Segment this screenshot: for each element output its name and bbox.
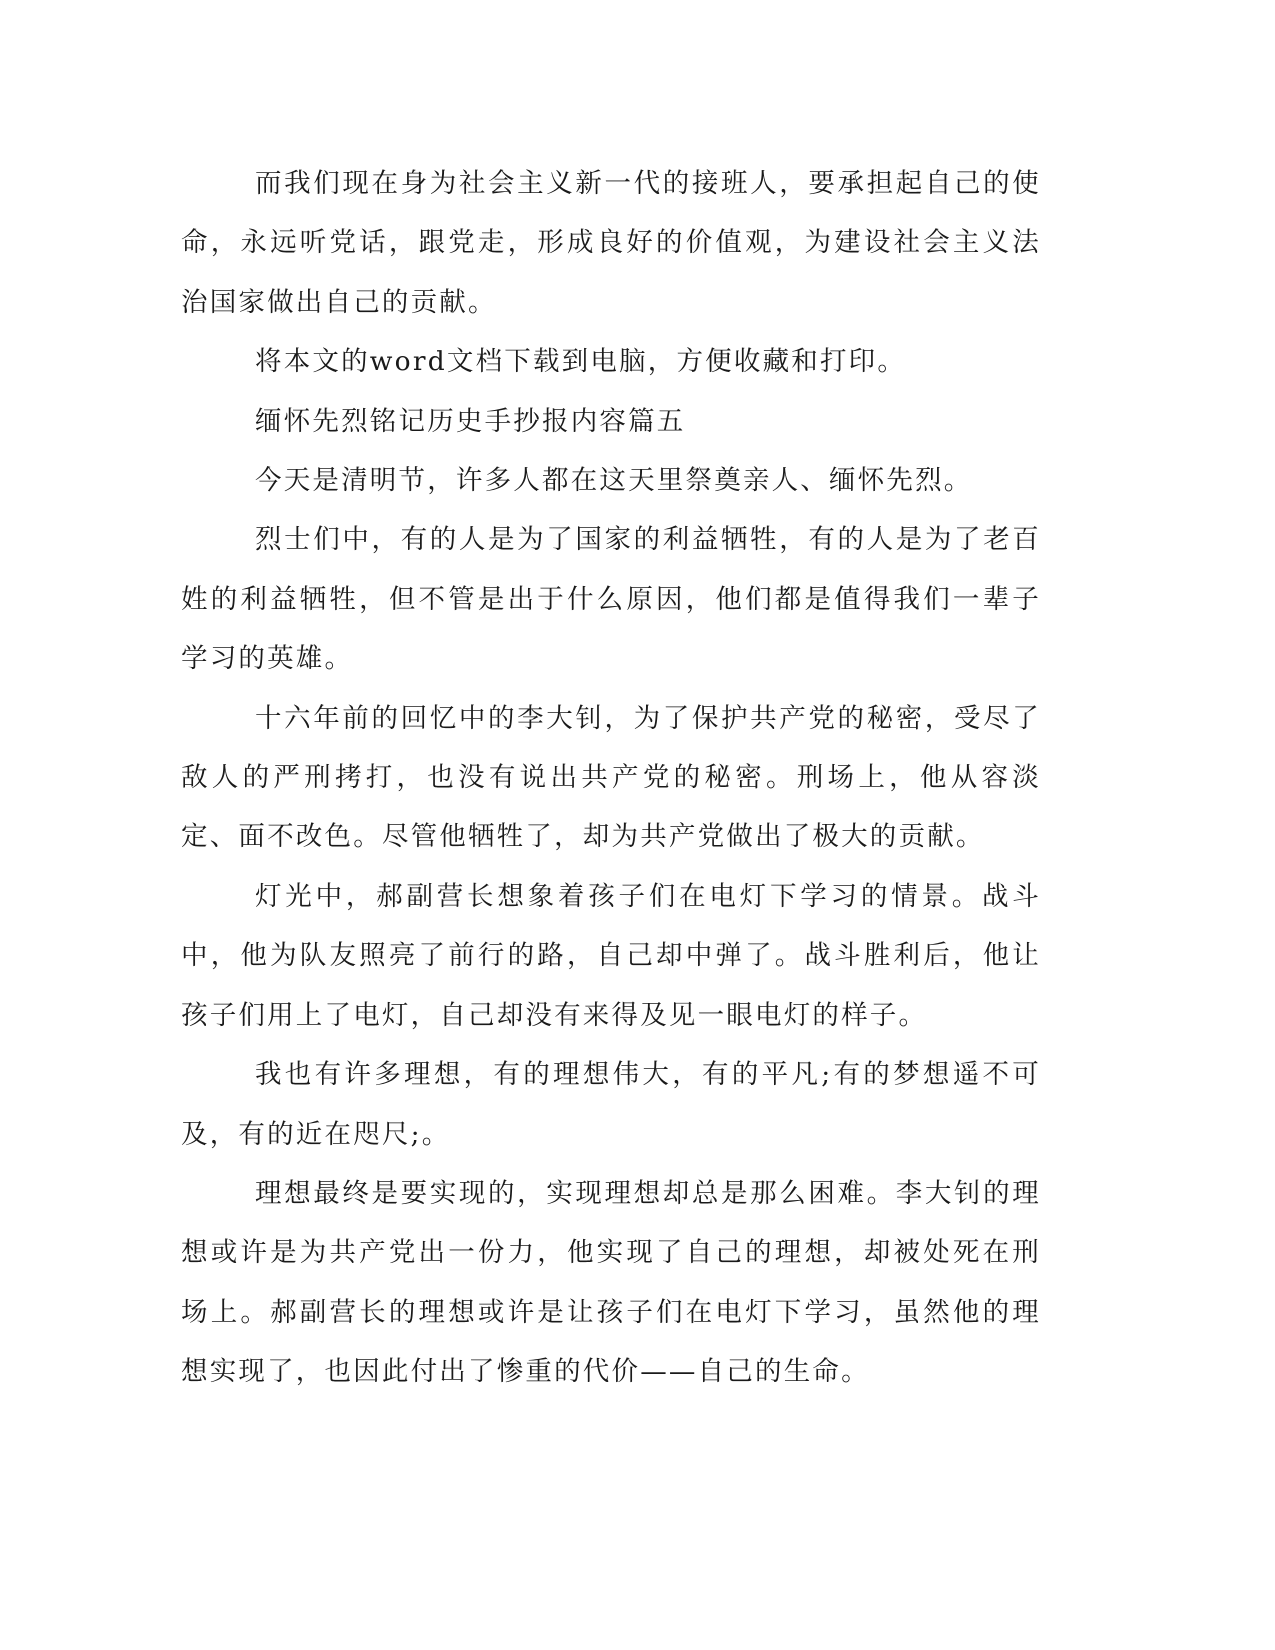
paragraph-martyrs: 烈士们中，有的人是为了国家的利益牺牲，有的人是为了老百姓的利益牺牲，但不管是出于什么原因，他们都是值得我们一辈子学习的英雄。 bbox=[181, 524, 1041, 675]
paragraph-download-note: 将本文的word文档下载到电脑，方便收藏和打印。 bbox=[255, 346, 907, 378]
paragraph-hao-commander: 灯光中，郝副营长想象着孩子们在电灯下学习的情景。战斗中，他为队友照亮了前行的路，自己却中弹了。战斗胜利后，他让孩子们用上了电灯，自己却没有来得及见一眼电灯的样子。 bbox=[181, 880, 1041, 1031]
paragraph-ideals: 我也有许多理想，有的理想伟大，有的平凡;有的梦想遥不可及，有的近在咫尺;。 bbox=[181, 1059, 1041, 1150]
document-body bbox=[181, 154, 1041, 1402]
paragraph-realizing-ideals: 理想最终是要实现的，实现理想却总是那么困难。李大钊的理想或许是为共产党出一份力，他实现了自己的理想，却被处死在刑场上。郝副营长的理想或许是让孩子们在电灯下学习，虽然他的理想实现了，也因此付出了惨重的代价——自己的生命。 bbox=[181, 1177, 1041, 1388]
paragraph-li-dazhao: 十六年前的回忆中的李大钊，为了保护共产党的秘密，受尽了敌人的严刑拷打，也没有说出共产党的秘密。刑场上，他从容淡定、面不改色。尽管他牺牲了，却为共产党做出了极大的贡献。 bbox=[181, 702, 1041, 853]
paragraph-qingming: 今天是清明节，许多人都在这天里祭奠亲人、缅怀先烈。 bbox=[255, 465, 973, 497]
section-heading: 缅怀先烈铭记历史手抄报内容篇五 bbox=[255, 405, 686, 437]
paragraph-responsibility: 而我们现在身为社会主义新一代的接班人，要承担起自己的使命，永远听党话，跟党走，形成良好的价值观，为建设社会主义法治国家做出自己的贡献。 bbox=[181, 168, 1041, 318]
